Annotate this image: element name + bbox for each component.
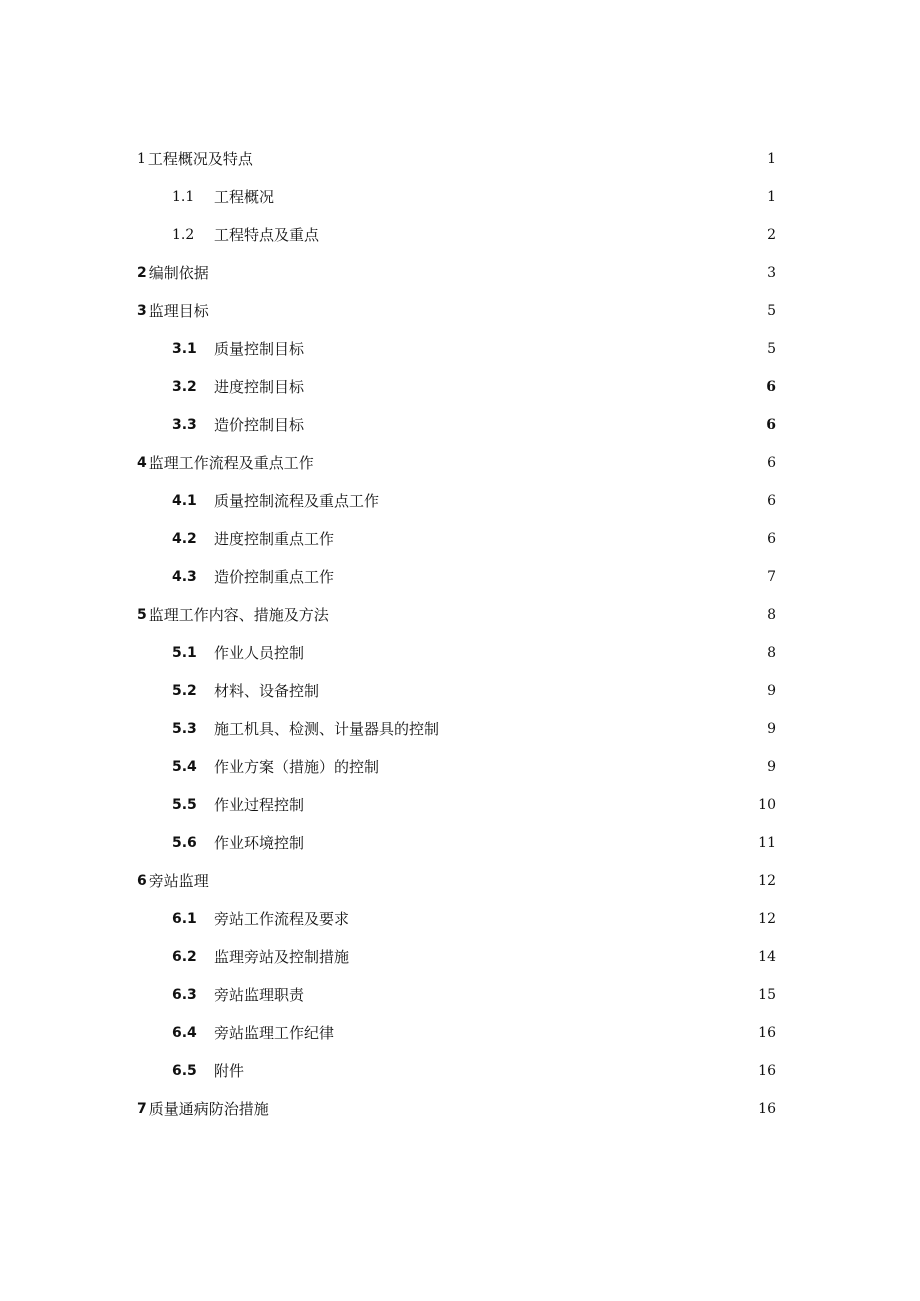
toc-title: 造价控制重点工作 — [214, 568, 335, 586]
toc-number: 4 — [137, 455, 147, 471]
toc-page-number: 6 — [767, 531, 776, 547]
toc-title: 旁站监理 — [148, 872, 209, 890]
toc-title: 作业方案（措施）的控制 — [214, 758, 380, 776]
toc-entry-6-5[interactable] — [0, 1052, 920, 1090]
dot-leader — [335, 606, 746, 624]
dot-leader — [310, 340, 746, 358]
toc-title: 造价控制目标 — [214, 416, 305, 434]
toc-entry-6[interactable] — [0, 862, 920, 900]
toc-entry-6-3[interactable] — [0, 976, 920, 1014]
toc-title: 质量通病防治措施 — [148, 1100, 269, 1118]
toc-page-number: 6 — [766, 379, 776, 395]
toc-number: 3.2 — [172, 379, 197, 395]
dot-leader — [310, 644, 746, 662]
toc-number: 4.2 — [172, 531, 197, 547]
toc-number: 3 — [137, 303, 147, 319]
toc-page-number: 9 — [767, 721, 776, 737]
dot-leader — [355, 910, 746, 928]
toc-title: 进度控制目标 — [214, 378, 305, 396]
toc-page-number: 15 — [758, 987, 776, 1003]
toc-entry-4[interactable] — [0, 444, 920, 482]
toc-entry-4-3[interactable] — [0, 558, 920, 596]
toc-page-number: 16 — [758, 1025, 776, 1041]
toc-entry-7[interactable] — [0, 1090, 920, 1128]
dot-leader — [355, 948, 746, 966]
toc-number: 5.6 — [172, 835, 197, 851]
toc-page-number: 1 — [767, 151, 776, 167]
toc-number: 6.3 — [172, 987, 197, 1003]
toc-entry-5-6[interactable] — [0, 824, 920, 862]
toc-title: 质量控制流程及重点工作 — [214, 492, 380, 510]
toc-page-number: 6 — [767, 493, 776, 509]
toc-number: 5 — [137, 607, 147, 623]
toc-title: 旁站监理工作纪律 — [214, 1024, 335, 1042]
dot-leader — [340, 530, 746, 548]
toc-title: 材料、设备控制 — [214, 682, 320, 700]
toc-page-number: 11 — [758, 835, 776, 851]
toc-number: 6.4 — [172, 1025, 197, 1041]
toc-entry-4-1[interactable] — [0, 482, 920, 520]
toc-title: 附件 — [214, 1062, 245, 1080]
toc-page-number: 6 — [766, 417, 776, 433]
dot-leader — [310, 796, 746, 814]
toc-entry-5[interactable] — [0, 596, 920, 634]
toc-title: 旁站监理职责 — [214, 986, 305, 1004]
toc-page-number: 9 — [767, 759, 776, 775]
toc-title: 进度控制重点工作 — [214, 530, 335, 548]
toc-entry-6-2[interactable] — [0, 938, 920, 976]
dot-leader — [215, 872, 746, 890]
toc-page-number: 2 — [767, 227, 776, 243]
toc-title: 工程特点及重点 — [214, 226, 320, 244]
toc-entry-6-1[interactable] — [0, 900, 920, 938]
toc-page-number: 5 — [767, 341, 776, 357]
dot-leader — [340, 1024, 746, 1042]
toc-title: 质量控制目标 — [214, 340, 305, 358]
toc-title: 监理工作流程及重点工作 — [148, 454, 314, 472]
toc-title: 监理旁站及控制措施 — [214, 948, 350, 966]
toc-entry-5-2[interactable] — [0, 672, 920, 710]
toc-number: 6.1 — [172, 911, 197, 927]
toc-entry-5-5[interactable] — [0, 786, 920, 824]
toc-number: 1 — [137, 151, 146, 167]
dot-leader — [385, 492, 746, 510]
toc-entry-5-3[interactable] — [0, 710, 920, 748]
toc-number: 6.5 — [172, 1063, 197, 1079]
toc-entry-2[interactable] — [0, 254, 920, 292]
dot-leader — [280, 188, 746, 206]
toc-number: 6.2 — [172, 949, 197, 965]
toc-number: 4.3 — [172, 569, 197, 585]
toc-number: 6 — [137, 873, 147, 889]
toc-page-number: 6 — [767, 455, 776, 471]
toc-title: 监理工作内容、措施及方法 — [148, 606, 329, 624]
dot-leader — [310, 416, 746, 434]
toc-number: 5.2 — [172, 683, 197, 699]
toc-page-number: 3 — [767, 265, 776, 281]
dot-leader — [340, 568, 746, 586]
dot-leader — [325, 226, 746, 244]
toc-page-number: 7 — [767, 569, 776, 585]
toc-entry-6-4[interactable] — [0, 1014, 920, 1052]
dot-leader — [445, 720, 746, 738]
toc-entry-1-2[interactable] — [0, 216, 920, 254]
toc-title: 编制依据 — [148, 264, 209, 282]
toc-page-number: 14 — [758, 949, 776, 965]
dot-leader — [250, 1062, 746, 1080]
toc-title: 旁站工作流程及要求 — [214, 910, 350, 928]
dot-leader — [215, 264, 746, 282]
dot-leader — [215, 302, 746, 320]
toc-entry-1[interactable] — [0, 140, 920, 178]
toc-number: 4.1 — [172, 493, 197, 509]
toc-entry-3-1[interactable] — [0, 330, 920, 368]
toc-number: 5.1 — [172, 645, 197, 661]
toc-number: 1.1 — [172, 189, 195, 205]
dot-leader — [259, 150, 746, 168]
toc-page-number: 9 — [767, 683, 776, 699]
toc-title: 作业人员控制 — [214, 644, 305, 662]
dot-leader — [275, 1100, 746, 1118]
toc-entry-1-1[interactable] — [0, 178, 920, 216]
toc-page-number: 1 — [767, 189, 776, 205]
toc-entry-4-2[interactable] — [0, 520, 920, 558]
toc-page-number: 12 — [758, 911, 776, 927]
dot-leader — [320, 454, 746, 472]
toc-title: 监理目标 — [148, 302, 209, 320]
toc-entry-3-2[interactable] — [0, 368, 920, 406]
toc-page-number: 12 — [758, 873, 776, 889]
toc-page-number: 8 — [767, 645, 776, 661]
toc-number: 5.4 — [172, 759, 197, 775]
toc-page-number: 16 — [758, 1101, 776, 1117]
toc-entry-3-3[interactable] — [0, 406, 920, 444]
toc-number: 5.3 — [172, 721, 197, 737]
dot-leader — [310, 378, 746, 396]
toc-title: 工程概况及特点 — [147, 150, 253, 168]
toc-number: 3.3 — [172, 417, 197, 433]
toc-title: 作业环境控制 — [214, 834, 305, 852]
toc-entry-5-1[interactable] — [0, 634, 920, 672]
toc-page-number: 5 — [767, 303, 776, 319]
toc-entry-3[interactable] — [0, 292, 920, 330]
toc-title: 施工机具、检测、计量器具的控制 — [214, 720, 440, 738]
toc-number: 3.1 — [172, 341, 197, 357]
toc-title: 工程概况 — [214, 188, 275, 206]
table-of-contents — [0, 140, 920, 1128]
toc-number: 1.2 — [172, 227, 195, 243]
dot-leader — [325, 682, 746, 700]
toc-entry-5-4[interactable] — [0, 748, 920, 786]
dot-leader — [385, 758, 746, 776]
toc-number: 2 — [137, 265, 147, 281]
toc-page-number: 16 — [758, 1063, 776, 1079]
dot-leader — [310, 986, 746, 1004]
toc-page-number: 8 — [767, 607, 776, 623]
toc-number: 7 — [137, 1101, 147, 1117]
toc-page-number: 10 — [758, 797, 776, 813]
toc-number: 5.5 — [172, 797, 197, 813]
dot-leader — [310, 834, 746, 852]
toc-title: 作业过程控制 — [214, 796, 305, 814]
